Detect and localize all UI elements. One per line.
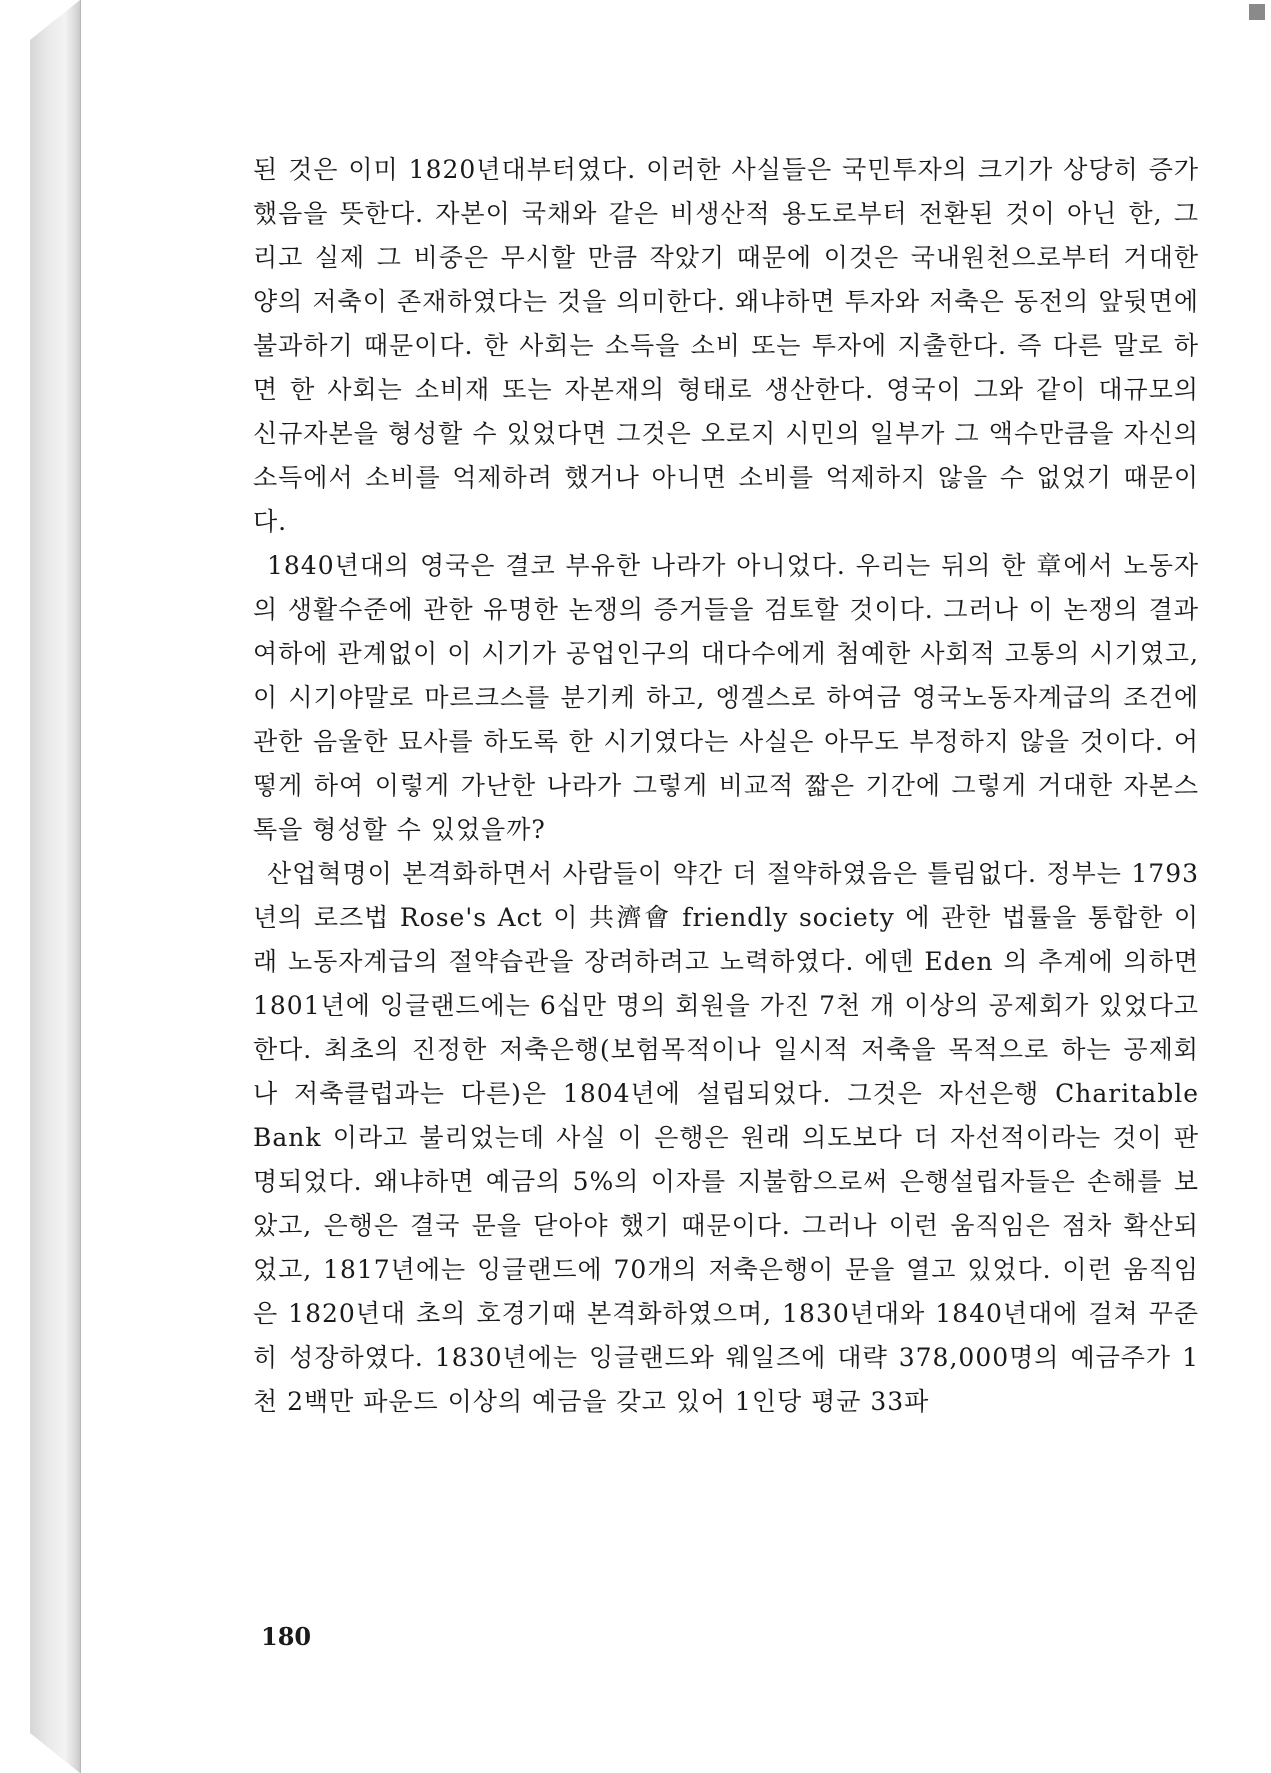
page-number: 180: [261, 1622, 312, 1651]
book-page: [80, 0, 1271, 1773]
book-spine-top-cut: [30, 0, 80, 40]
book-spine: [30, 0, 80, 1773]
paragraph-3: 산업혁명이 본격화하면서 사람들이 약간 더 절약하였음은 틀림없다. 정부는 1793년의 로즈법 Rose's Act 이 共濟會 friendly society 에 관한 법률을 통합한 이래 노동자계급의 절약습관을 장려하려고 노력하였다. 에덴 Eden 의 추계에 의하면 1801년에 잉글랜드에는 6십만 명의 회원을 가진 7천 개 이상의 공제회가 있었다고 한다. 최초의 진정한 저축은행(보험목적이나 일시적 저축을 목적으로 하는 공제회나 저축클럽과는 다른)은 1804년에 설립되었다. 그것은 자선은행 Charitable Bank 이라고 불리었는데 사실 이 은행은 원래 의도보다 더 자선적이라는 것이 판명되었다. 왜냐하면 예금의 5%의 이자를 지불함으로써 은행설립자들은 손해를 보았고, 은행은 결국 문을 닫아야 했기 때문이다. 그러나 이런 움직임은 점차 확산되었고, 1817년에는 잉글랜드에 70개의 저축은행이 문을 열고 있었다. 이런 움직임은 1820년대 초의 호경기때 본격화하였으며, 1830년대와 1840년대에 걸쳐 꾸준히 성장하였다. 1830년에는 잉글랜드와 웨일즈에 대략 378,000명의 예금주가 1천 2백만 파운드 이상의 예금을 갖고 있어 1인당 평균 33파: [253, 859, 1199, 1416]
paragraph-1: 된 것은 이미 1820년대부터였다. 이러한 사실들은 국민투자의 크기가 상당히 증가했음을 뜻한다. 자본이 국채와 같은 비생산적 용도로부터 전환된 것이 아닌 한, 그리고 실제 그 비중은 무시할 만큼 작았기 때문에 이것은 국내원천으로부터 거대한 양의 저축이 존재하였다는 것을 의미한다. 왜냐하면 투자와 저축은 동전의 앞뒷면에 불과하기 때문이다. 한 사회는 소득을 소비 또는 투자에 지출한다. 즉 다른 말로 하면 한 사회는 소비재 또는 자본재의 형태로 생산한다. 영국이 그와 같이 대규모의 신규자본을 형성할 수 있었다면 그것은 오로지 시민의 일부가 그 액수만큼을 자신의 소득에서 소비를 억제하려 했거나 아니면 소비를 억제하지 않을 수 없었기 때문이다.: [253, 155, 1199, 536]
paragraph-2: 1840년대의 영국은 결코 부유한 나라가 아니었다. 우리는 뒤의 한 章에서 노동자의 생활수준에 관한 유명한 논쟁의 증거들을 검토할 것이다. 그러나 이 논쟁의 결과 여하에 관계없이 이 시기가 공업인구의 대다수에게 첨예한 사회적 고통의 시기였고, 이 시기야말로 마르크스를 분기케 하고, 엥겔스로 하여금 영국노동자계급의 조건에 관한 음울한 묘사를 하도록 한 시기였다는 사실은 아무도 부정하지 않을 것이다. 어떻게 하여 이렇게 가난한 나라가 그렇게 비교적 짧은 기간에 그렇게 거대한 자본스톡을 형성할 수 있었을까?: [253, 551, 1199, 844]
page-body: [253, 148, 1199, 1424]
page-corner-mark: [1249, 4, 1265, 20]
book-spine-bottom-cut: [30, 1733, 80, 1773]
